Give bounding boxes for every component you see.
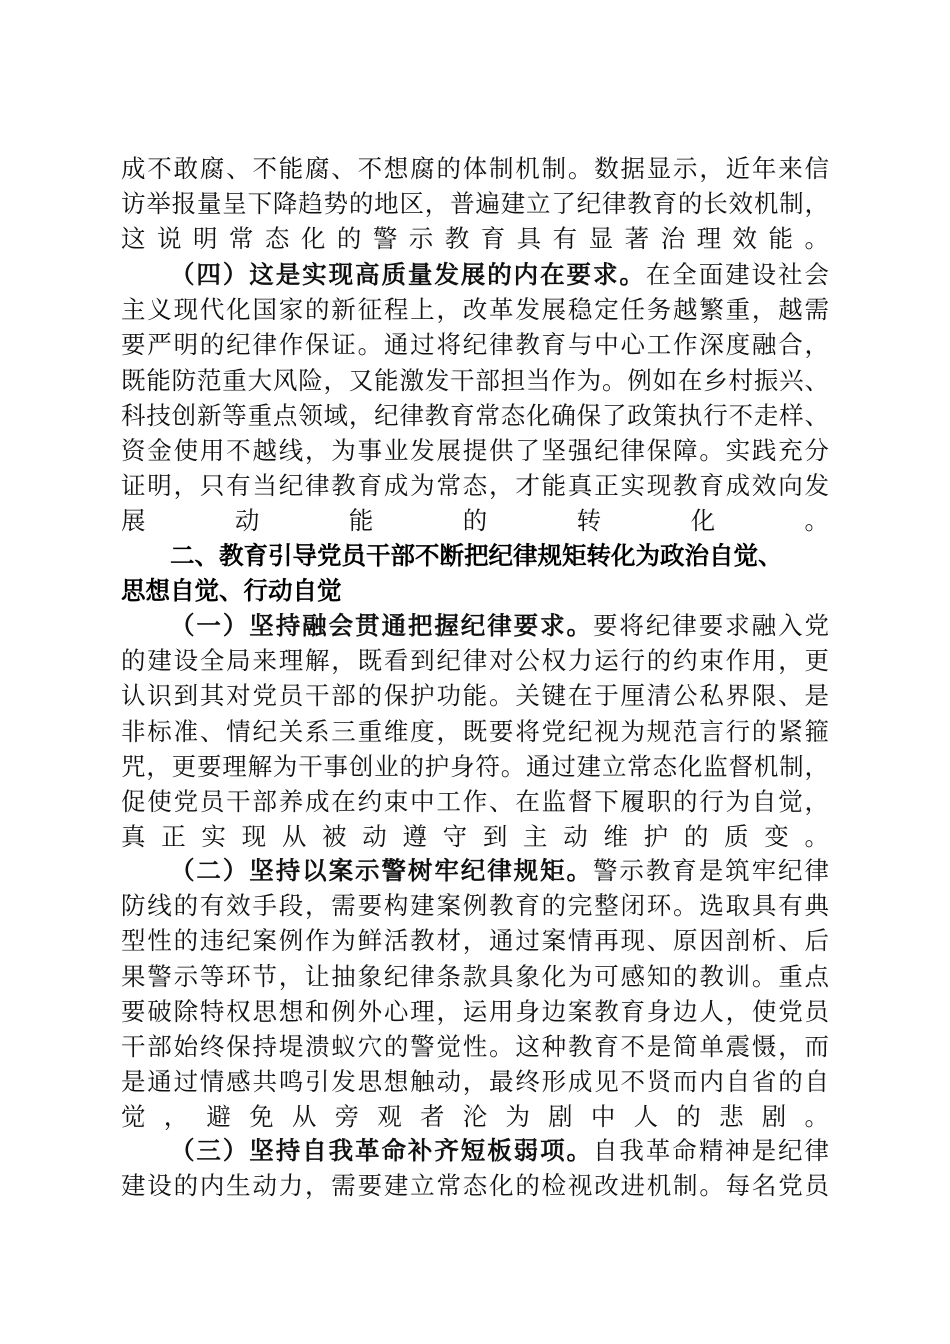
paragraph-sub-three — [121, 1133, 829, 1203]
paragraph-four — [121, 257, 829, 539]
text-fragment: 警示教育是筑牢纪律 — [593, 856, 829, 885]
text-line: 访举报量呈下降趋势的地区，普遍建立了纪律教育的长效机制， — [121, 189, 829, 219]
text-line: 的建设全局来理解，既看到纪律对公权力运行的约束作用，更 — [121, 646, 829, 676]
text-line: 要严明的纪律作保证。通过将纪律教育与中心工作深度融合， — [121, 330, 829, 360]
text-line: 果警示等环节，让抽象纪律条款具象化为可感知的教训。重点 — [121, 961, 829, 991]
text-line: 科技创新等重点领域，纪律教育常态化确保了政策执行不走样、 — [121, 400, 829, 430]
text-line: 真正实现从被动遵守到主动维护的质变。 — [121, 822, 829, 852]
text-line: 建设的内生动力，需要建立常态化的检视改进机制。每名党员 — [121, 1171, 829, 1201]
text-line: 觉，避免从旁观者沦为剧中人的悲剧。 — [121, 1102, 829, 1132]
text-line: 非标准、情纪关系三重维度，既要将党纪视为规范言行的紧箍 — [121, 716, 829, 746]
paragraph-lead: （三）坚持自我革命补齐短板弱项。 — [170, 1136, 593, 1165]
heading-line: 二、教育引导党员干部不断把纪律规矩转化为政治自觉、 — [170, 541, 783, 570]
text-line: 既能防范重大风险，又能激发干部担当作为。例如在乡村振兴、 — [121, 365, 829, 395]
paragraph-sub-two — [121, 853, 829, 1135]
text-fragment: 要将纪律要求融入党 — [593, 611, 829, 640]
text-line: 证明，只有当纪律教育成为常态，才能真正实现教育成效向发 — [121, 471, 829, 501]
text-fragment: 在全面建设社会 — [645, 260, 829, 289]
paragraph-lead: （四）这是实现高质量发展的内在要求。 — [170, 260, 646, 289]
text-line: 展动能的转化。 — [121, 506, 829, 536]
paragraph-lead: （二）坚持以案示警树牢纪律规矩。 — [170, 856, 593, 885]
paragraph-intro — [121, 151, 829, 257]
text-fragment: 自我革命精神是纪律 — [593, 1136, 829, 1165]
text-line: 成不敢腐、不能腐、不想腐的体制机制。数据显示，近年来信 — [121, 154, 829, 183]
paragraph-sub-one — [121, 608, 829, 854]
text-line-first — [121, 257, 829, 292]
text-line-first — [121, 853, 829, 888]
paragraph-lead: （一）坚持融会贯通把握纪律要求。 — [170, 611, 593, 640]
heading-line: 思想自觉、行动自觉 — [121, 576, 342, 606]
text-line: 促使党员干部养成在约束中工作、在监督下履职的行为自觉， — [121, 787, 829, 817]
text-line-first — [121, 608, 829, 643]
text-line: 主义现代化国家的新征程上，改革发展稳定任务越繁重，越需 — [121, 295, 829, 325]
text-line: 要破除特权思想和例外心理，运用身边案教育身边人，使党员 — [121, 996, 829, 1026]
text-line: 是通过情感共鸣引发思想触动，最终形成见不贤而内自省的自 — [121, 1067, 829, 1097]
text-line: 这说明常态化的警示教育具有显著治理效能。 — [121, 224, 829, 254]
text-line: 干部始终保持堤溃蚁穴的警觉性。这种教育不是简单震慑，而 — [121, 1032, 829, 1062]
section-heading — [121, 538, 829, 608]
text-line: 防线的有效手段，需要构建案例教育的完整闭环。选取具有典 — [121, 891, 829, 921]
text-line-first — [121, 1133, 829, 1168]
text-line: 认识到其对党员干部的保护功能。关键在于厘清公私界限、是 — [121, 681, 829, 711]
text-line: 资金使用不越线，为事业发展提供了坚强纪律保障。实践充分 — [121, 436, 829, 466]
text-line: 咒，更要理解为干事创业的护身符。通过建立常态化监督机制， — [121, 751, 829, 781]
text-line: 型性的违纪案例作为鲜活教材，通过案情再现、原因剖析、后 — [121, 926, 829, 956]
